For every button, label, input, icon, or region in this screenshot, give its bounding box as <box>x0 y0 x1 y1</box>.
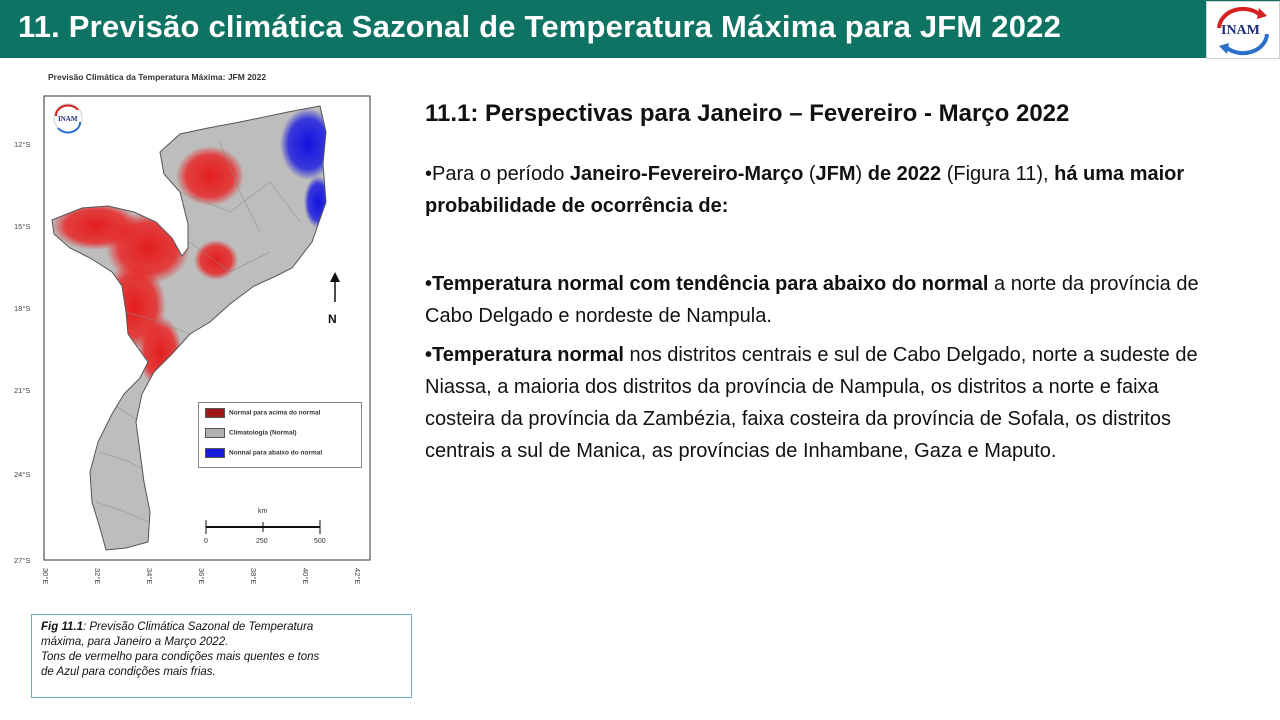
caption-text: Tons de vermelho para condições mais quentes e tons <box>41 651 320 663</box>
paragraph-normal <box>425 339 1215 467</box>
text: ( <box>803 163 816 185</box>
inam-logo <box>1206 1 1280 59</box>
paragraph-below-normal <box>425 268 1215 332</box>
paragraph-intro <box>425 158 1245 222</box>
legend-label: Nonnal para abaixo do normal <box>229 449 323 457</box>
caption-text: máxima, para Janeiro a Março 2022. <box>41 636 229 648</box>
lon-label: 40°E <box>301 568 310 585</box>
bullet: • <box>425 344 433 366</box>
lon-label: 30°E <box>41 568 50 585</box>
lon-label: 32°E <box>93 568 102 585</box>
map-title: Previsão Climática da Temperatura Máxima: JFM 2022 <box>48 72 267 82</box>
bullet: • <box>425 163 433 185</box>
caption-text: : Previsão Climática Sazonal de Temperatura <box>82 621 314 633</box>
scale-tick: 250 <box>256 538 268 545</box>
scale-tick: 500 <box>314 538 326 545</box>
lon-label: 36°E <box>197 568 206 585</box>
lon-label: 38°E <box>249 568 258 585</box>
lat-label: 21°S <box>14 386 31 395</box>
lat-label: 15°S <box>14 222 31 231</box>
forecast-map <box>14 72 375 590</box>
north-label: N <box>328 312 337 326</box>
title-bar <box>0 0 1280 58</box>
caption-fig-label: Fig 11.1 <box>41 621 83 633</box>
lat-label: 12°S <box>14 140 31 149</box>
map-logo-text: INAM <box>58 115 78 123</box>
lon-label: 34°E <box>145 568 154 585</box>
logo-text: INAM <box>1221 23 1260 38</box>
text: a norte da província de Cabo Delgado e nordeste de Nampula. <box>425 273 1199 327</box>
legend-label: Normal para acima do normal <box>229 409 321 417</box>
legend-item-warm <box>205 408 320 418</box>
text-bold: Janeiro-Fevereiro-Março <box>569 163 804 185</box>
map-graphic <box>30 72 375 590</box>
scale-unit: km <box>258 508 268 515</box>
legend-item-cold <box>205 448 322 458</box>
text-bold: Temperatura normal <box>432 344 624 366</box>
map-legend <box>198 402 362 468</box>
text-bold: Temperatura normal com tendência para abaixo do normal <box>432 273 989 295</box>
legend-item-normal <box>205 428 297 438</box>
lat-label: 24°S <box>14 470 31 479</box>
legend-swatch <box>205 448 225 458</box>
lat-label: 18°S <box>14 304 31 313</box>
text: nos distritos centrais e sul de Cabo Delgado, norte a sudeste de Niassa, a maioria dos distritos da província de Nampula, os distritos a norte e faixa costeira da província da Zambézia, faixa costeira da província de Sofala, os distritos centrais a sul de Manica, as províncias de Inhambane, Gaza e Maputo. <box>425 344 1198 462</box>
figure-caption <box>31 614 412 698</box>
scale-tick: 0 <box>204 538 208 545</box>
legend-swatch <box>205 408 225 418</box>
text: (Figura 11), <box>941 163 1055 185</box>
section-subtitle: 11.1: Perspectivas para Janeiro – Fevereiro - Março 2022 <box>425 100 1070 127</box>
lat-label: 27°S <box>14 556 31 565</box>
text-bold: há uma maior probabilidade de ocorrência de: <box>425 163 1185 217</box>
text: Para o período <box>432 163 570 185</box>
text-bold: de 2022 <box>867 163 942 185</box>
text-bold: JFM <box>815 163 856 185</box>
text: ) <box>855 163 868 185</box>
content-panel <box>425 100 1245 462</box>
slide-title: 11. Previsão climática Sazonal de Temperatura Máxima para JFM 2022 <box>18 9 1062 44</box>
bullet: • <box>425 273 433 295</box>
legend-label: Climatologia (Normal) <box>229 429 297 437</box>
legend-swatch <box>205 428 225 438</box>
lon-label: 42°E <box>353 568 362 585</box>
caption-text: de Azul para condições mais frias. <box>41 666 216 678</box>
